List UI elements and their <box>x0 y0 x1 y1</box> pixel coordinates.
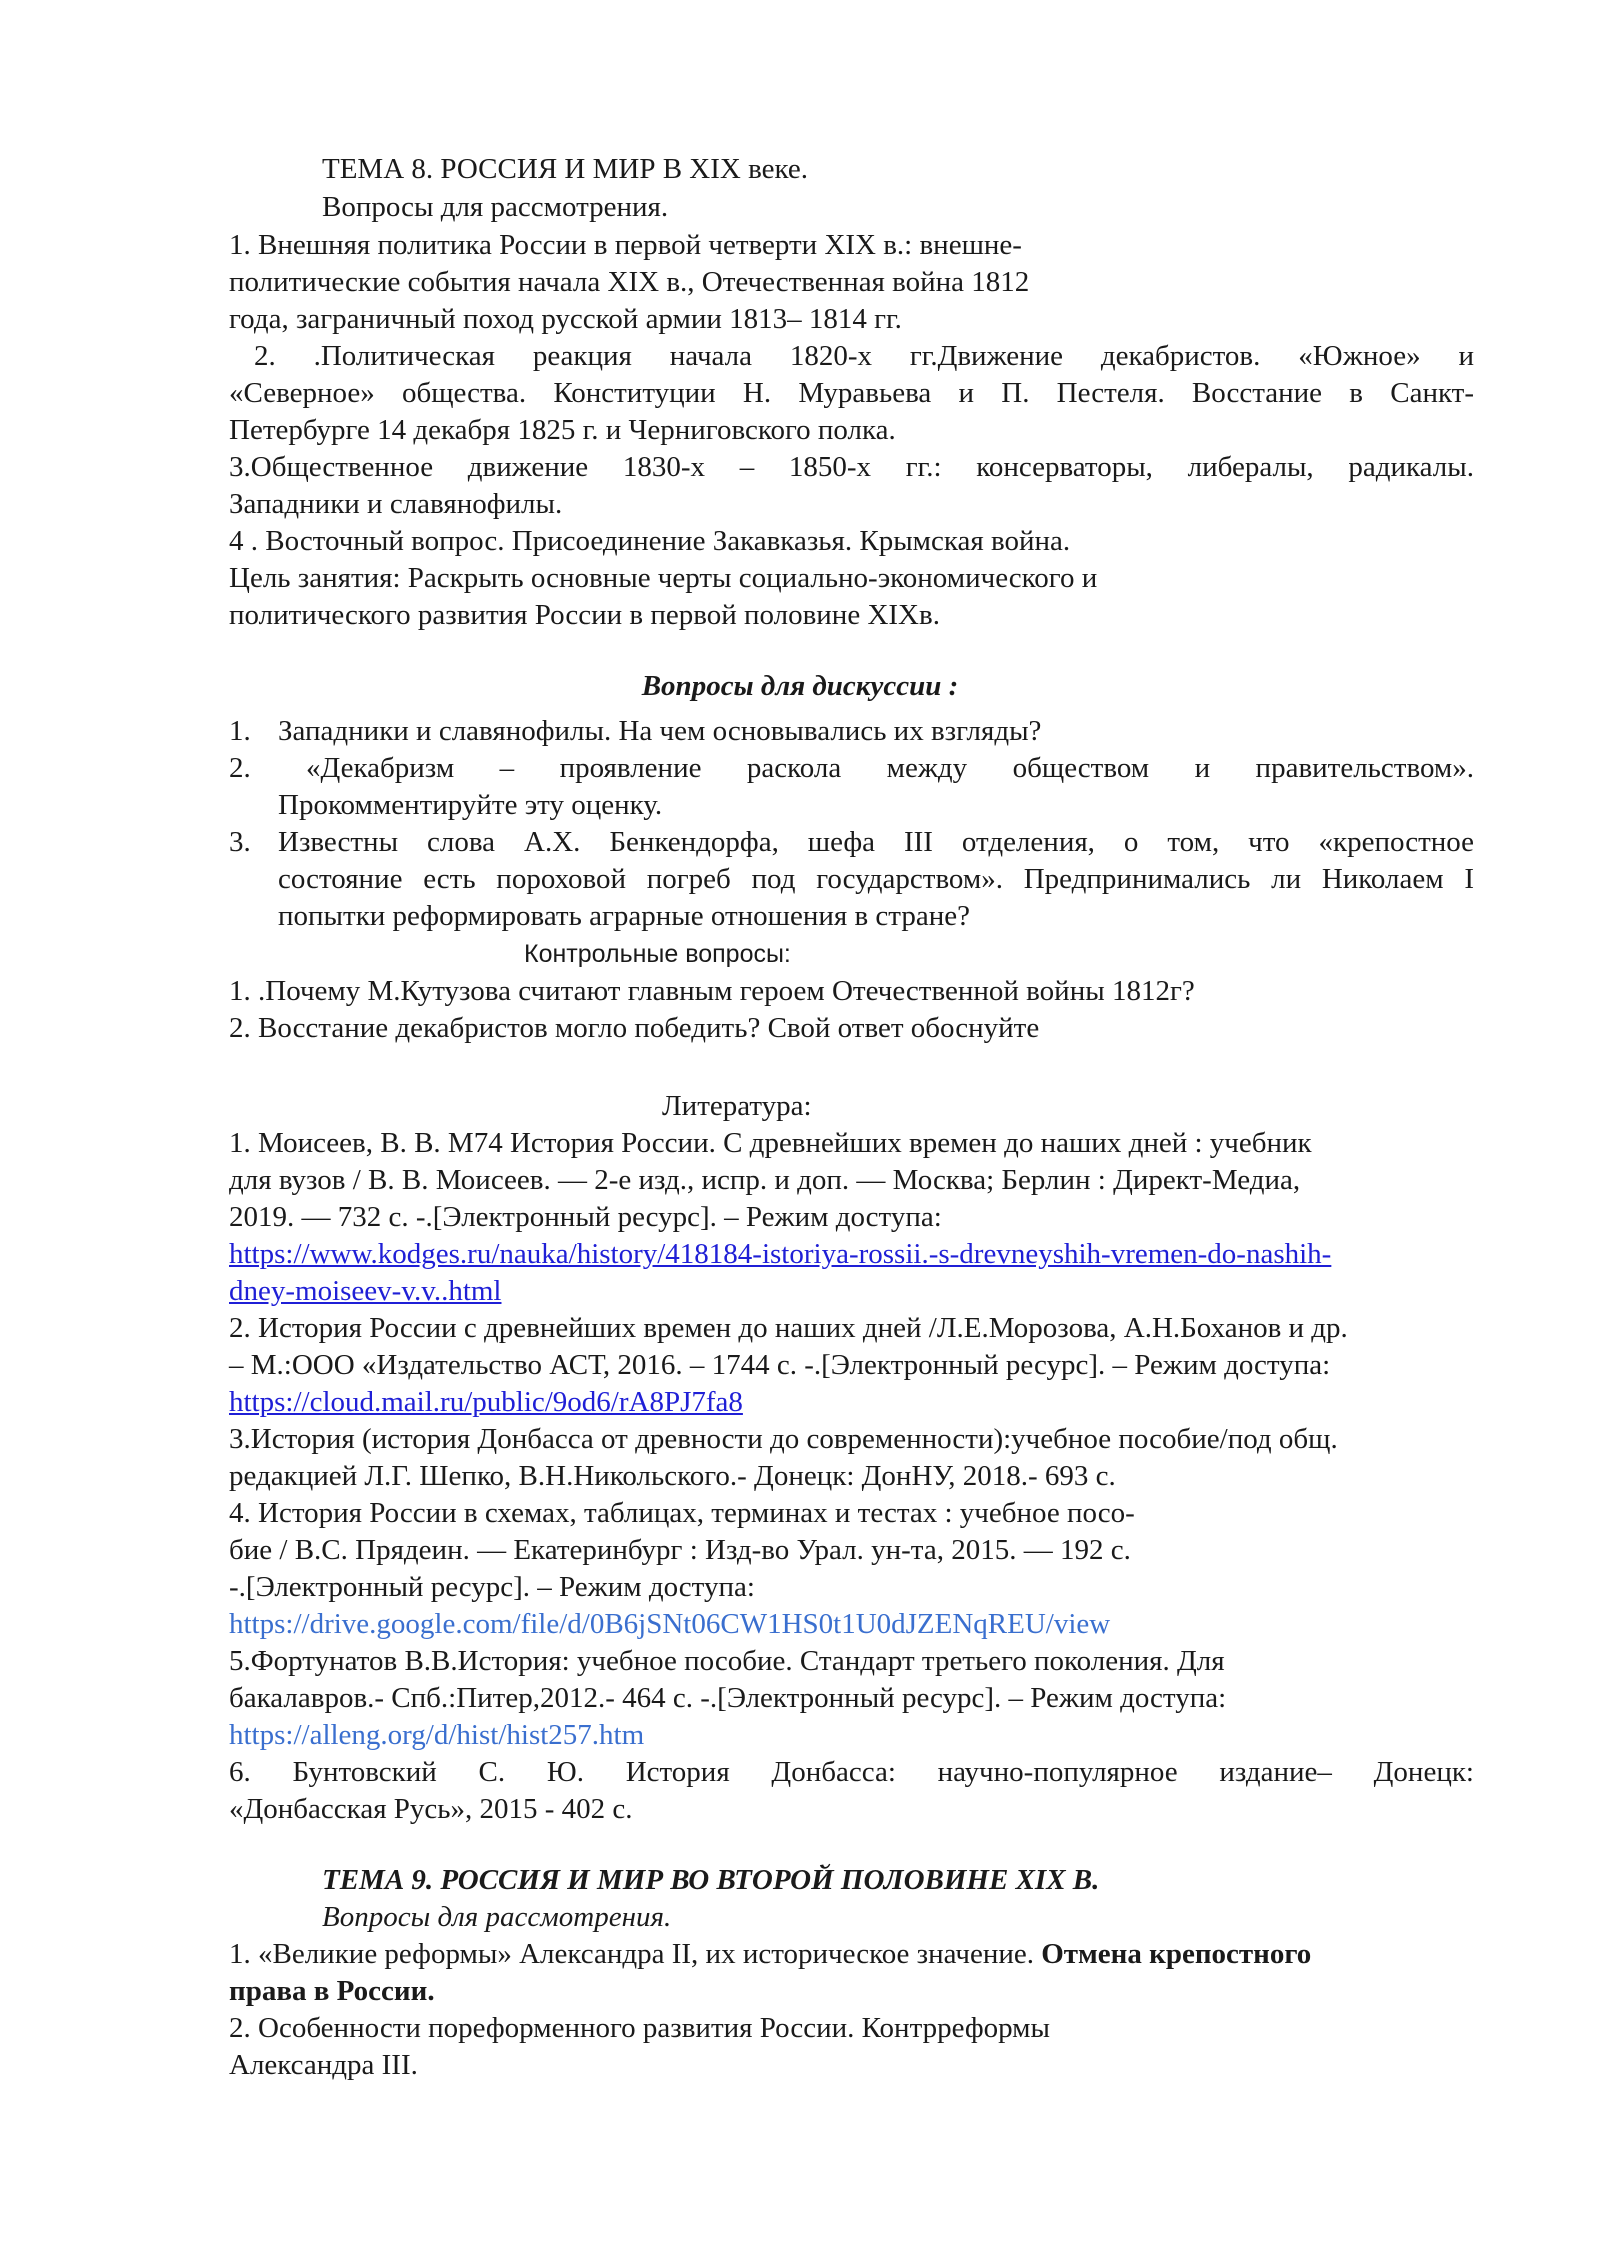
topic9-q2-line1: 2. Особенности пореформенного развития России. Контрреформы <box>229 2012 1051 2044</box>
topic9-q1-line2: права в России. <box>229 1975 435 2007</box>
topic8-q2-line3: Петербурге 14 декабря 1825 г. и Черниговского полка. <box>229 414 896 446</box>
lit4-link[interactable]: https://drive.google.com/file/d/0B6jSNt06CW1HS0t1U0dJZENqREU/view <box>229 1608 1111 1640</box>
lit5-link[interactable]: https://alleng.org/d/hist/hist257.htm <box>229 1719 645 1751</box>
lit2-line2: – М.:ООО «Издательство АСТ, 2016. – 1744 с. -.[Электронный ресурс]. – Режим доступа: <box>229 1349 1331 1381</box>
lit6-line1: 6. Бунтовский С. Ю. История Донбасса: научно-популярное издание– Донецк: <box>229 1756 1474 1788</box>
discussion-num-3: 3. <box>229 826 251 858</box>
topic8-q1-line3: года, заграничный поход русской армии 1813– 1814 гг. <box>229 303 902 335</box>
discussion-item-2-line2: Прокомментируйте эту оценку. <box>278 789 663 821</box>
lit2-link-line[interactable] <box>229 1385 743 1419</box>
topic8-goal-line2: политического развития России в первой половине XIXв. <box>229 599 940 631</box>
topic9-q1-bold: Отмена крепостного <box>1041 1938 1312 1970</box>
lit5-link-line[interactable] <box>229 1718 644 1752</box>
lit4-line2: бие / В.С. Прядеин. — Екатеринбург : Изд-во Урал. ун-та, 2015. — 192 с. <box>229 1534 1131 1566</box>
discussion-item-1: Западники и славянофилы. На чем основывались их взгляды? <box>278 715 1042 747</box>
lit3-line2: редакцией Л.Г. Шепко, В.Н.Никольского.- Донецк: ДонНУ, 2018.- 693 с. <box>229 1460 1116 1492</box>
topic8-q3-line1: 3.Общественное движение 1830-х – 1850-х гг.: консерваторы, либералы, радикалы. <box>229 451 1474 483</box>
topic8-q3-line2: Западники и славянофилы. <box>229 488 563 520</box>
lit4-line1: 4. История России в схемах, таблицах, терминах и тестах : учебное посо- <box>229 1497 1135 1529</box>
lit6-line2: «Донбасская Русь», 2015 - 402 с. <box>229 1793 633 1825</box>
discussion-num-1: 1. <box>229 715 251 747</box>
topic8-questions-heading: Вопросы для рассмотрения. <box>322 191 669 223</box>
lit2-line1: 2. История России с древнейших времен до наших дней /Л.Е.Морозова, А.Н.Боханов и др. <box>229 1312 1348 1344</box>
control-question-2: 2. Восстание декабристов могло победить? Свой ответ обоснуйте <box>229 1012 1040 1044</box>
lit4-line3: -.[Электронный ресурс]. – Режим доступа: <box>229 1571 755 1603</box>
control-questions-heading: Контрольные вопросы: <box>524 940 791 968</box>
topic8-goal-line1: Цель занятия: Раскрыть основные черты социально-экономического и <box>229 562 1098 594</box>
literature-heading: Литература: <box>662 1090 812 1122</box>
topic9-q1-text: 1. «Великие реформы» Александра II, их историческое значение. <box>229 1938 1042 1970</box>
lit1-link-line2[interactable] <box>229 1274 501 1308</box>
discussion-heading: Вопросы для дискуссии : <box>641 670 959 702</box>
topic8-q1-line2: политические события начала XIX в., Отечественная война 1812 <box>229 266 1030 298</box>
lit1-link-cont[interactable]: dney-moiseev-v.v..html <box>229 1275 502 1307</box>
topic9-questions-heading: Вопросы для рассмотрения. <box>322 1901 672 1933</box>
lit4-link-line[interactable] <box>229 1607 1110 1641</box>
discussion-num-2: 2. <box>229 752 251 784</box>
lit1-line1: 1. Моисеев, В. В. М74 История России. С древнейших времен до наших дней : учебник <box>229 1127 1312 1159</box>
discussion-item-2-line1: «Декабризм – проявление раскола между обществом и правительством». <box>306 752 1474 784</box>
topic9-title: ТЕМА 9. РОССИЯ И МИР ВО ВТОРОЙ ПОЛОВИНЕ XIX В. <box>322 1864 1100 1896</box>
lit2-link[interactable]: https://cloud.mail.ru/public/9od6/rA8PJ7fa8 <box>229 1386 743 1418</box>
lit1-line3: 2019. — 732 с. -.[Электронный ресурс]. – Режим доступа: <box>229 1201 942 1233</box>
lit1-link-line1[interactable] <box>229 1237 1331 1271</box>
topic8-title: ТЕМА 8. РОССИЯ И МИР В XIX веке. <box>322 153 808 185</box>
discussion-item-3-line3: попытки реформировать аграрные отношения в стране? <box>278 900 970 932</box>
discussion-item-3-line2: состояние есть пороховой погреб под государством». Предпринимались ли Николаем I <box>278 863 1474 895</box>
topic8-q2-line1: 2. .Политическая реакция начала 1820-х гг.Движение декабристов. «Южное» и <box>254 340 1474 372</box>
lit1-line2: для вузов / В. В. Моисеев. — 2-е изд., испр. и доп. — Москва; Берлин : Директ-Медиа, <box>229 1164 1301 1196</box>
discussion-item-3-line1: Известны слова А.Х. Бенкендорфа, шефа III отделения, о том, что «крепостное <box>278 826 1474 858</box>
lit3-line1: 3.История (история Донбасса от древности до современности):учебное пособие/под общ. <box>229 1423 1338 1455</box>
lit5-line1: 5.Фортунатов В.В.История: учебное пособие. Стандарт третьего поколения. Для <box>229 1645 1225 1677</box>
topic8-q2-line2: «Северное» общества. Конституции Н. Муравьева и П. Пестеля. Восстание в Санкт- <box>229 377 1474 409</box>
topic9-q1-line1 <box>229 1937 1311 1971</box>
topic9-q2-line2: Александра III. <box>229 2049 418 2081</box>
lit5-line2: бакалавров.- Спб.:Питер,2012.- 464 с. -.[Электронный ресурс]. – Режим доступа: <box>229 1682 1227 1714</box>
lit1-link[interactable]: https://www.kodges.ru/nauka/history/418184-istoriya-rossii.-s-drevneyshih-vremen-do-nashih- <box>229 1238 1332 1270</box>
topic8-q4: 4 . Восточный вопрос. Присоединение Закавказья. Крымская война. <box>229 525 1071 557</box>
control-question-1: 1. .Почему М.Кутузова считают главным героем Отечественной войны 1812г? <box>229 975 1195 1007</box>
topic8-q1-line1: 1. Внешняя политика России в первой четверти XIX в.: внешне- <box>229 229 1022 261</box>
